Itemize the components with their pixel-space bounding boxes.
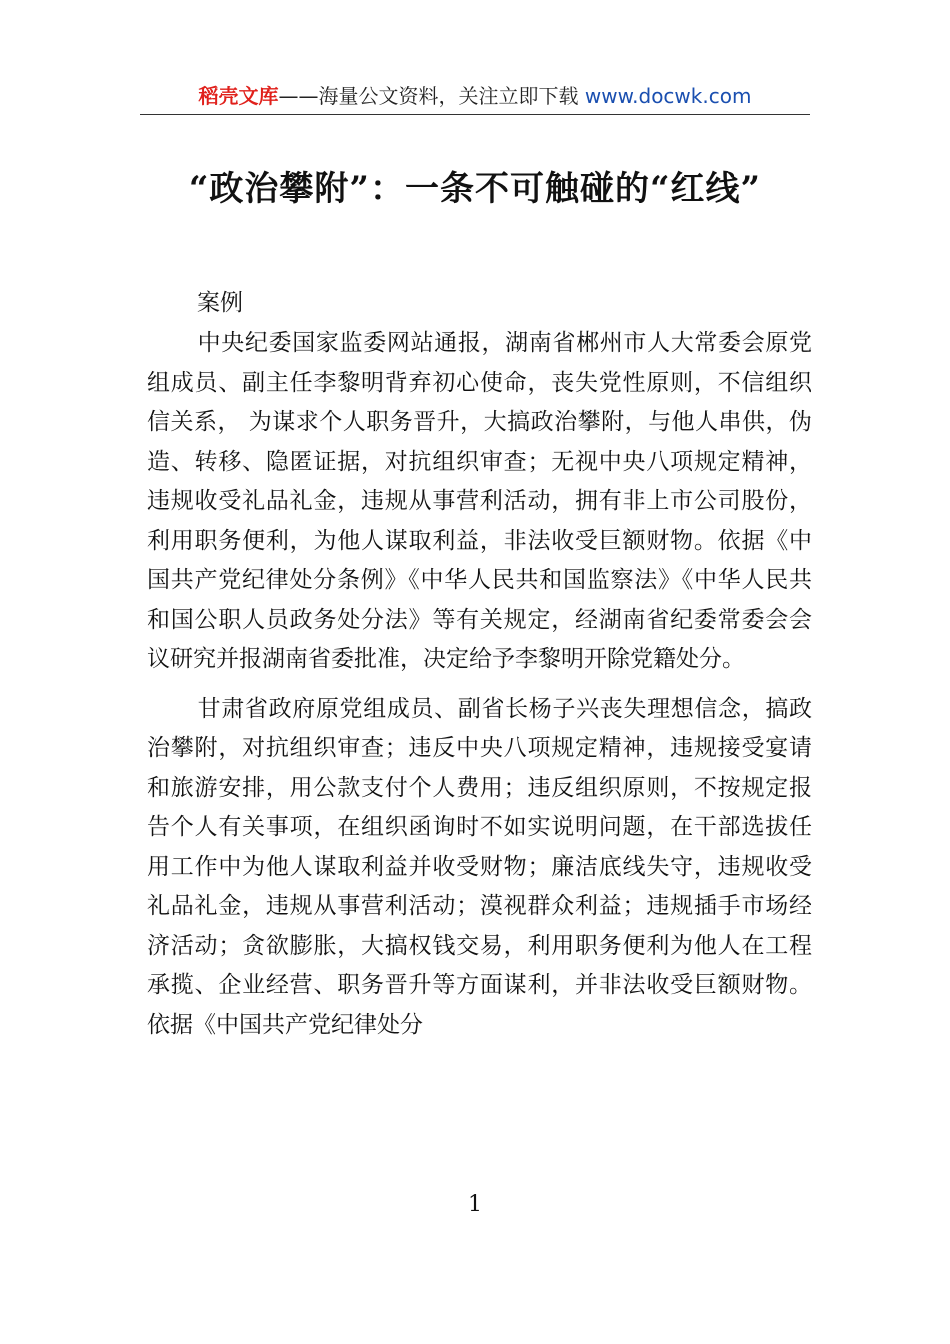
header-tagline: ——海量公文资料，关注立即下载	[278, 84, 585, 108]
paragraph-2: 甘肃省政府原党组成员、副省长杨子兴丧失理想信念，搞政治攀附，对抗组织审查；违反中央八项规定精神，违规接受宴请和旅游安排，用公款支付个人费用；违反组织原则，不按规定报告个人有关事项，在组织函询时不如实说明问题，在干部选拔任用工作中为他人谋取利益并收受财物；廉洁底线失守，违规收受礼品礼金，违规从事营利活动；漠视群众利益；违规插手市场经济活动；贪欲膨胀，大搞权钱交易，利用职务便利为他人在工程承揽、企业经营、职务晋升等方面谋利，并非法收受巨额财物。依据《中国共产党纪律处分	[147, 695, 812, 1038]
header-divider	[140, 114, 810, 115]
paragraph-1: 中央纪委国家监委网站通报，湖南省郴州市人大常委会原党组成员、副主任李黎明背弃初心使命，丧失党性原则，不信组织信关系， 为谋求个人职务晋升，大搞政治攀附，与他人串供，伪造、转移、隐匿证据，对抗组织审查；无视中央八项规定精神，违规收受礼品礼金，违规从事营利活动，拥有非上市公司股份，利用职务便利，为他人谋取利益，非法收受巨额财物。依据《中国共产党纪律处分条例》《中华人民共和国监察法》《中华人民共和国公职人员政务处分法》等有关规定，经湖南省纪委常委会会议研究并报湖南省委批准，决定给予李黎明开除党籍处分。	[147, 330, 812, 672]
page-number: 1	[468, 1192, 482, 1217]
document-title: “政治攀附”：一条不可触碰的“红线”	[188, 169, 762, 209]
document-body	[147, 284, 812, 1045]
brand-name: 稻壳文库	[198, 84, 279, 108]
header-url-link[interactable]: www.docwk.com	[584, 84, 752, 108]
section-label: 案例	[197, 290, 243, 316]
header-banner	[140, 82, 810, 110]
